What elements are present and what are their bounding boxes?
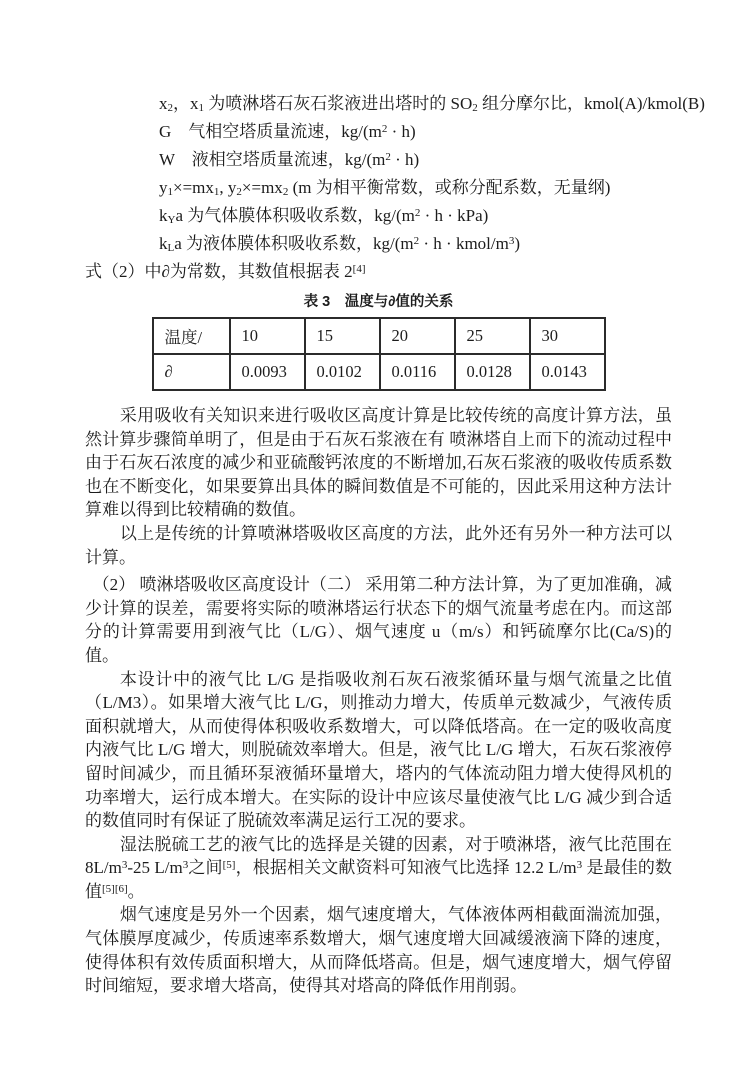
paragraph-design-method-2: （2） 喷淋塔吸收区高度设计（二） 采用第二种方法计算，为了更加准确，减少计算的误差，需要将实际的喷淋塔运行状态下的烟气流量考虑在内。而这部分的计算需要用到液气比（L/G）、烟气速度 u（m/s）和钙硫摩尔比(Ca/S)的值。 (85, 575, 672, 665)
table-value-row (153, 354, 605, 390)
definition-W: W 液相空塔质量流速，$kg/(m^2 \cdot h)$ (159, 150, 420, 169)
paragraph-lg-ratio-selection: 湿法脱硫工艺的液气比的选择是关键的因素，对于喷淋塔，液气比范围在$8L/m^3-25$ $L/m^3$之间[5]，根据相关文献资料可知液气比选择 12.2 $L/m^3$ 是最佳的数值[5][6]。 (85, 834, 673, 901)
table-header-row (153, 318, 605, 354)
value-cell: 0.0128 (455, 354, 530, 390)
paragraph-alternative-method-intro: 以上是传统的计算喷淋塔吸收区高度的方法，此外还有另外一种方法可以计算。 (85, 523, 672, 567)
value-cell: 0.0102 (305, 354, 380, 390)
formula-constant-note: 式（2）中∂为常数，其数值根据表 2[4] (85, 262, 366, 281)
definition-kYa: $k_Ya$ 为气体膜体积吸收系数，$kg/(m^2 \cdot h \cdot kPa)$ (159, 206, 489, 227)
variable-definitions (159, 90, 705, 258)
value-cell: 0.0093 (230, 354, 305, 390)
definition-x2-x1: $x_2$，$x_1$ 为喷淋塔石灰石浆液进出塔时的 $SO_2$ 组分摩尔比，kmol(A)/kmol(B) (159, 94, 705, 115)
value-cell: 0.0143 (530, 354, 605, 390)
paragraph-liquid-gas-ratio: 本设计中的液气比 L/G 是指吸收剂石灰石液浆循环量与烟气流量之比值（L/M3）。如果增大液气比 L/G，则推动力增大，传质单元数减少，气液传质面积就增大，从而使得体积吸收系数增大，可以降低塔高。在一定的吸收高度内液气比 L/G 增大，则脱硫效率增大。但是，液气比 L/G 增大，石灰石浆液停留时间减少，而且循环泵液循环量增大，塔内的气体流动阻力增大使得风机的功率增大，运行成本增大。在实际的设计中应该尽量使液气比 L/G 减少到合适的数值同时有保证了脱硫效率满足运行工况的要求。 (85, 669, 672, 831)
header-cell: 25 (455, 318, 530, 354)
paragraph-traditional-method: 采用吸收有关知识来进行吸收区高度计算是比较传统的高度计算方法，虽然计算步骤简单明了，但是由于石灰石浆液在有 喷淋塔自上而下的流动过程中由于石灰石浓度的减少和亚硫酸钙浓度的不断增加,石灰石浆液的吸收传质系数也在不断变化，如果要算出具体的瞬间数值是不可能的，因此采用这种方法计算难以得到比较精确的数值。 (85, 406, 672, 520)
header-cell-temperature: 温度/ (153, 318, 230, 354)
header-cell: 30 (530, 318, 605, 354)
table-temperature-partial (152, 317, 606, 391)
header-cell: 10 (230, 318, 305, 354)
body-paragraphs (85, 404, 672, 998)
definition-G: G 气相空塔质量流速，$kg/(m^2 \cdot h)$ (159, 122, 416, 141)
definition-kLa: $k_La$ 为液体膜体积吸收系数，$kg/(m^2 \cdot h$ · kmol/$m^3$) (159, 234, 521, 255)
value-cell: 0.0116 (380, 354, 455, 390)
table-caption: 表 3 温度与∂值的关系 (303, 294, 454, 310)
header-cell: 20 (380, 318, 455, 354)
header-cell: 15 (305, 318, 380, 354)
value-cell-partial-symbol: ∂ (153, 354, 230, 390)
definition-y-equilibrium: $y_1\times=mx_1$, $y_2\times=mx_2$ (m 为相平衡常数，或称分配系数，无量纲) (159, 178, 611, 199)
paragraph-flue-gas-velocity: 烟气速度是另外一个因素，烟气速度增大，气体液体两相截面湍流加强，气体膜厚度减少，传质速率系数增大，烟气速度增大回减缓液滴下降的速度，使得体积有效传质面积增大，从而降低塔高。但是，烟气速度增大，烟气停留时间缩短，要求增大塔高，使得其对塔高的降低作用削弱。 (85, 905, 672, 996)
